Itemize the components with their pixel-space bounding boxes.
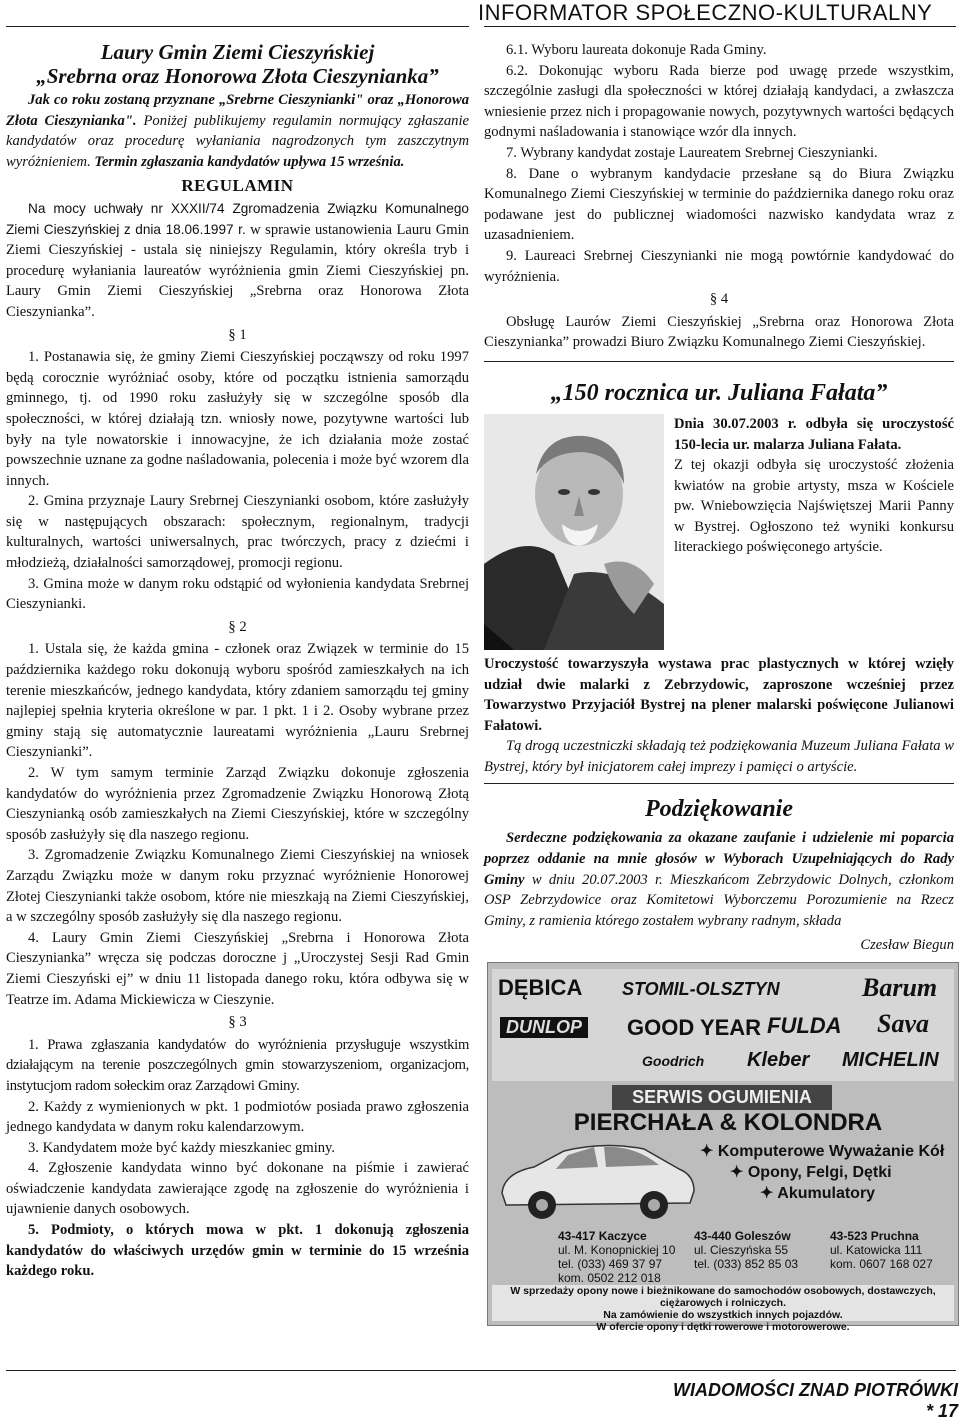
address-pruchna-tel: kom. 0607 168 027 [830,1257,933,1271]
ad-footer-line-1: W sprzedaży opony nowe i bieżnikowane do samochodów osobowych, dostawczych, ciężarowych i rolniczych. [510,1285,936,1309]
address-goleszow-street: ul. Cieszyńska 55 [694,1243,789,1257]
brand-barum: Barum [862,973,938,1002]
falat-thanks: Tą drogą uczestniczki składają też podziękowania Muzeum Juliana Fałata w Bystrej, który był inicjatorem całej imprezy i pamięci o artyście. [484,738,954,775]
ad-company-name: PIERCHAŁA & KOLONDRA [573,1109,883,1136]
address-kaczyce-kom: kom. 0502 212 018 [558,1271,661,1285]
ad-footer-line-3: W ofercie opony i dętki rowerowe i motorowerowe. [596,1321,850,1333]
s2-p4: 4. Laury Gmin Ziemi Cieszyńskiej „Srebrna i Honorowa Złota Cieszynianka” wręcza się podczas doroczne j „Uroczystej Sesji Rad Gmin Ziemi Cieszyński ej” w dniu 11 listopada danego roku, która odbywa się w Teatrze im. Adama Mickiewicza w Cieszynie. [6,929,469,1008]
brand-michelin: MICHELIN [842,1049,939,1071]
brand-goodrich: Goodrich [642,1053,705,1069]
section-divider [484,361,954,362]
address-goleszow [694,1229,814,1271]
s1-p1: 1. Postanawia się, że gminy Ziemi Cieszyńskiej począwszy od roku 1997 będą corocznie wyróżniać osoby, które od początku istnienia samorządu gminnego, tj. od 1990 roku zasłużyły się w szczególne sposób dla społeczności, w której działają tzn. wniosły nowe, pozytywne wartości lub były na tyle nowatorskie i innowacyjne, że ich działania może zostać powszechnie uznane za godne naśladowania, polecenia i może być wzorem dla innych. [6,349,469,489]
brand-fulda: FULDA [767,1013,842,1038]
s3-p5: 5. Podmioty, o których mowa w pkt. 1 dokonują zgłoszenia kandydatów do właściwych urzędów gmin w terminie do 15 września każdego roku. [6,1222,469,1280]
address-kaczyce-head: 43-417 Kaczyce [558,1229,647,1243]
regulation-intro-sans: Na mocy uchwały nr XXXII/74 Zgromadzenia Związku Komunalnego Ziemi Cieszyńskiej z dnia 18.06.1997 r. [6,200,469,237]
falat-title: „150 rocznica ur. Juliana Fałata” [550,379,888,406]
s3-p1: 1. Prawa zgłaszania kandydatów do wyróżnienia przysługuje wszystkim działającym na terenie poszczególnych gmin stowarzyszeniom, organizacjom, instytucjom radom sołeckim oraz Zarządowi Gminy. [6,1036,469,1094]
page-footer: WIADOMOŚCI ZNAD PIOTRÓWKI * 17 [673,1380,958,1421]
article-subtitle: „Srebrna oraz Honorowa Złota Cieszynianka” [36,64,439,88]
r-p7: 7. Wybrany kandydat zostaje Laureatem Srebrnej Cieszynianki. [506,144,878,161]
r-p6-2: 6.2. Dokonując wyboru Rada bierze pod uwagę przede wszystkim, szczególnie zasługi dla społeczności w której działają kandydaci, a zwłaszcza wniesienie przez nich i propagowanie nowych, pozytywnych wartości będących godnymi naśladowania i stanowiące wzór dla innych. [484,62,954,141]
falat-exhibition: Uroczystość towarzyszyła wystawa prac plastycznych w której wzięły udział dwie malarki z Zebrzydowic, zaproszone wcześniej przez Towarzystwo Przyjaciół Bystrej na plener malarski poświęcone Julianowi Fałatowi. [484,655,954,734]
thanks-bold: Serdeczne podziękowania za okazane zaufanie i udzielenie mi poparcia poprzez oddanie na mnie głosów w Wyborach Uzupełniających do Rady Gminy [484,830,954,888]
address-goleszow-head: 43-440 Goleszów [694,1229,791,1243]
address-pruchna [830,1229,954,1271]
s2-p2: 2. W tym samym terminie Zarząd Związku dokonuje zgłoszenia kandydatów do wyróżnienia przez Zgromadzenie Związku Honorową Złotą Cieszynianką osób zamieszkałych na Ziemi Cieszyńskiej, które w szczególny sposób zasłużyły się dla naszego regionu. [6,765,469,843]
address-goleszow-tel: tel. (033) 852 85 03 [694,1257,799,1271]
address-kaczyce-tel: tel. (033) 469 37 97 [558,1257,663,1271]
s2-p3: 3. Zgromadzenie Związku Komunalnego Ziemi Cieszyńskiej na wniosek Zarządu Związku może w danym roku przyznać wyróżnienie Honorowej Złotej Cieszynianki także osobom, które nie mieszkają na Ziemi Cieszyńskiej, a w szczególny sposób zasłużyły się dla naszego regionu. [6,847,469,926]
left-column [6,40,469,1282]
address-kaczyce-street: ul. M. Konopnickiej 10 [558,1243,676,1257]
s3-p2: 2. Każdy z wymienionych w pkt. 1 podmiotów posiada prawo zgłoszenia jednego kandydata w danym roku kalendarzowym. [6,1098,469,1136]
r-p8: 8. Dane o wybranym kandydacie przesłane są do Biura Związku Komunalnego Ziemi Cieszyńskiej w terminie do października danego roku oraz podawane jest do publicznej wiadomości nazwisko kandydata wraz z uzasadnieniem. [484,165,954,244]
falat-body: Z tej okazji odbyła się uroczystość złożenia kwiatów na grobie artysty, msza w Kościele pw. Wniebowzięcia Najświętszej Marii Panny w Bystrej. Ogłoszono też wyniki konkursu literackiego poświęconego artyście. [674,457,954,556]
article-title: Laury Gmin Ziemi Cieszyńskiej [100,40,375,64]
ad-bullet-3: ✦ Akumulatory [760,1185,876,1202]
header-rule-left [6,26,469,27]
thanks-signature: Czesław Biegun [860,937,954,954]
footer-rule [6,1370,956,1371]
brand-dunlop: DUNLOP [500,1017,588,1038]
s1-p2: 2. Gmina przyznaje Laury Srebrnej Cieszynianki osobom, które zasłużyły się w następujących obszarach: społecznym, regionalnym, tradycji kulturalnych, wartości uniwersalnych, prac twórczych, pracy z dziećmi i młodzieżą, działalności samorządowej, promocji regionu. [6,493,469,572]
thanks-paragraph [484,828,954,931]
brand-stomil: STOMIL-OLSZTYN [622,979,780,999]
car-illustration [494,1133,699,1225]
falat-portrait-image [484,414,664,650]
falat-lead: Dnia 30.07.2003 r. odbyła się uroczystość 150-lecia ur. malarza Juliana Fałata. [674,415,954,453]
intro-deadline: Termin zgłaszania kandydatów upływa 15 września. [90,153,405,170]
regulation-intro [6,199,469,323]
page-header: INFORMATOR SPOŁECZNO-KULTURALNY [478,0,933,25]
brand-logos-area [492,969,954,1081]
section-3-mark: § 3 [228,1014,247,1031]
section-2-mark: § 2 [228,618,247,635]
intro-paragraph [6,90,469,172]
s1-p3: 3. Gmina może w danym roku odstąpić od wyłonienia kandydata Srebrnej Cieszynianki. [6,575,469,613]
section-divider-2 [484,783,954,784]
regulation-title: REGULAMIN [181,176,294,196]
ad-bullet-2-text: Opony, Felgi, Dętki [747,1164,892,1181]
ad-bullets [700,1141,950,1204]
r-p6-1: 6.1. Wyboru laureata dokonuje Rada Gminy. [506,42,767,58]
s3-p4: 4. Zgłoszenie kandydata winno być dokonane na piśmie i zawierać oświadczenie kandydata zawierające zgodę na zgłoszenie do wyróżnienia i ujawnienie danych osobowych. [6,1160,469,1218]
brand-kleber: Kleber [747,1049,810,1071]
ad-footer-line-2: Na zamówienie do wszystkich innych pojazdów. [603,1309,843,1321]
brand-goodyear: GOOD YEAR [627,1015,762,1040]
portrait-illustration [484,414,664,650]
s2-p1: 1. Ustala się, że każda gmina - członek oraz Związek w terminie do 15 października każdego roku dokonują wyboru spośród zamieszkałych na ich terenie mieszkańców, jednego kandydata, który zdaniem samorządu tej gminy najlepiej spełnia kryteria określone w par. 1 pkt. 1 i 2. Osoby wybrane przez gminy stają się automatycznie laureatami wyróżnienia „Lauru Srebrnej Cieszynianki”. [6,641,469,761]
tire-service-advertisement [487,962,959,1333]
ad-bullet-1: ✦ Komputerowe Wyważanie Kół [700,1143,945,1160]
section-4-mark: § 4 [709,291,729,308]
ad-bullet-2: ✦ Opony, Felgi, Dętki [730,1164,892,1181]
thanks-rest: w dniu 20.07.2003 r. Mieszkańcom Zebrzydowic Dolnych, członkom OSP Zebrzydowice oraz Komitetowi Wyborczemu Porozumienie na Rzecz Gminy, z ramienia którego zostałem wybrany radnym, składa [484,871,954,929]
ad-footer [492,1285,954,1333]
r-p9: 9. Laureaci Srebrnej Cieszynianki nie mogą powtórnie kandydować do wyróżnienia. [484,247,954,285]
address-pruchna-street: ul. Katowicka 111 [830,1243,923,1257]
header-rule-right [484,26,956,27]
thanks-title: Podziękowanie [645,796,793,823]
address-kaczyce [558,1229,678,1285]
section-1-mark: § 1 [228,326,247,343]
regulation-intro-rest: w sprawie ustanowienia Lauru Gmin Ziemi Cieszyńskiej - ustala się niniejszy Regulamin, który określa tryb i procedurę wyłaniania laureatów wyróżnienia gmin Ziemi Cieszyńskiej pn. Laury Gmin Ziemi Cieszyńskiej „Srebrna oraz Honorowa Złota Cieszynianka”. [6,221,469,320]
brand-debica: DĘBICA [498,975,583,1000]
ad-service-title: SERWIS OGUMIENIA [612,1085,832,1110]
s3-p3: 3. Kandydatem może być każdy mieszkaniec gminy. [28,1139,336,1156]
brand-sava: Sava [877,1009,929,1038]
right-column [484,40,954,956]
address-pruchna-head: 43-523 Pruchna [830,1229,919,1243]
r-p4: Obsługę Laurów Ziemi Cieszyńskiej „Srebrna oraz Honorowa Złota Cieszynianka” prowadzi Biuro Związku Komunalnego Ziemi Cieszyńskiej. [484,313,954,351]
intro-rest: Poniżej publikujemy regulamin normujący zgłaszanie kandydatów oraz procedurę wyłaniania nagrodzonych tym zaszczytnym wyróżnieniem. [6,112,469,170]
intro-bold: Jak co roku zostaną przyznane „Srebrne Cieszynianki" oraz „Honorowa Złota Cieszynianka". [6,92,469,129]
ad-bullet-3-text: Akumulatory [777,1185,876,1202]
ad-bullet-1-text: Komputerowe Wyważanie Kół [717,1143,945,1160]
